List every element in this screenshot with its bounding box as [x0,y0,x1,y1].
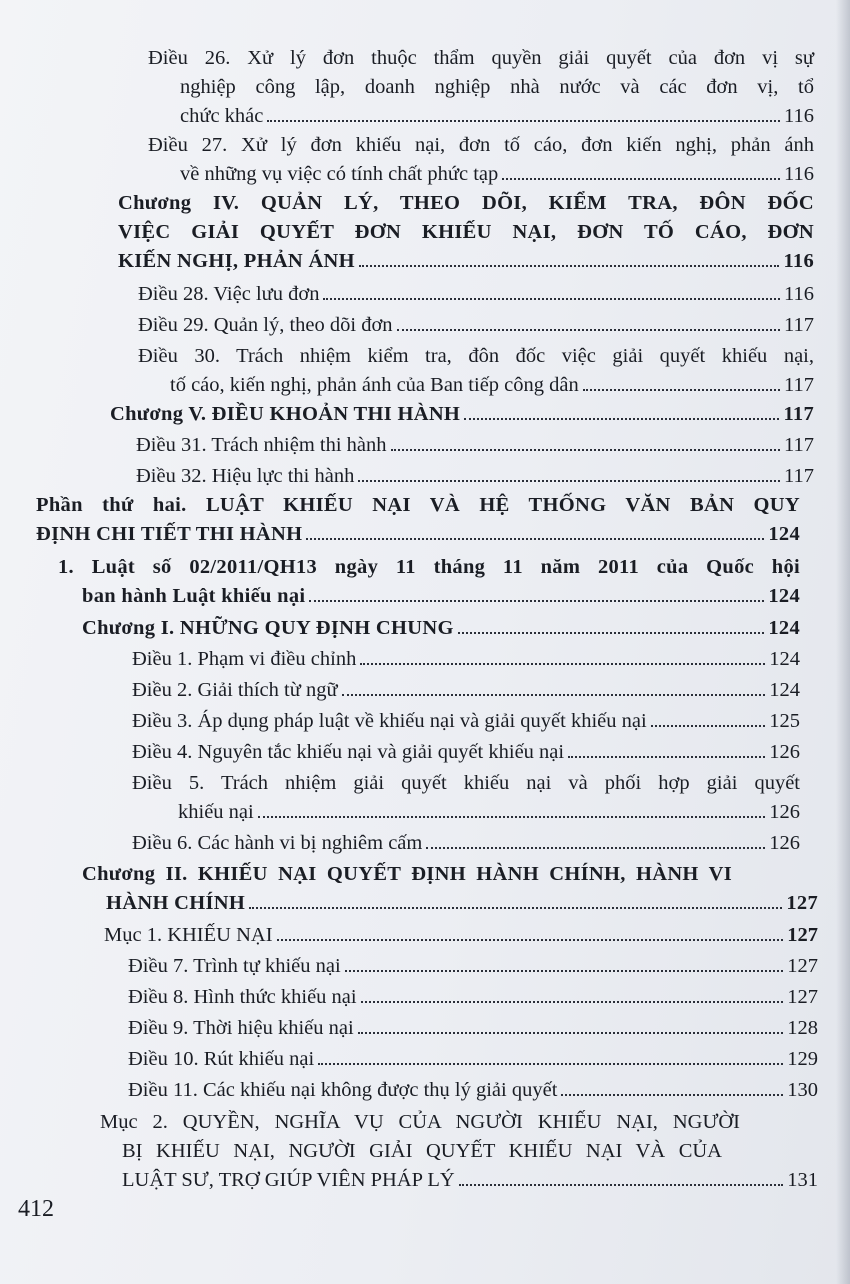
toc-page-number: 124 [768,617,800,639]
toc-entry-line: HÀNH CHÍNH [106,892,246,914]
dot-leader [361,1000,784,1003]
toc-entry-line: Điều 7. Trình tự khiếu nại [128,955,341,977]
toc-entry-line: chức khác [180,105,264,127]
dot-leader [345,969,784,972]
dot-leader [342,693,766,696]
toc-section-2 [100,1108,818,1195]
toc-entry-line: Điều 1. Phạm vi điều chỉnh [132,648,357,670]
toc-page-number: 117 [784,374,814,396]
toc-entry-dieu-2 [132,676,800,705]
toc-entry-line: Điều 6. Các hành vi bị nghiêm cấm [132,832,423,854]
toc-entry-line: Chương I. NHỮNG QUY ĐỊNH CHUNG [82,617,454,639]
toc-page-number: 125 [769,710,800,732]
dot-leader [249,906,782,909]
toc-entry-line: 1. Luật số 02/2011/QH13 ngày 11 tháng 11 năm 2011 của Quốc hội [58,556,800,578]
toc-entry-line: ĐỊNH CHI TIẾT THI HÀNH [36,523,303,545]
toc-entry-line: Điều 32. Hiệu lực thi hành [136,465,355,487]
toc-chapter-v [110,400,814,429]
dot-leader [323,297,780,300]
toc-page-number: 124 [769,679,800,701]
toc-page-number: 126 [769,832,800,854]
toc-entry-line: Điều 29. Quản lý, theo dõi đơn [138,314,393,336]
dot-leader [459,1183,784,1186]
toc-entry-dieu-8 [128,983,818,1012]
toc-page-number: 124 [768,585,800,607]
toc-page-number: 124 [769,648,800,670]
dot-leader [583,388,780,391]
dot-leader [458,631,765,634]
toc-entry-line: khiếu nại [178,801,254,823]
toc-entry-dieu-9 [128,1014,818,1043]
toc-page-number: 116 [784,283,814,305]
toc-chapter-i [82,614,800,643]
toc-entry-line: Điều 9. Thời hiệu khiếu nại [128,1017,354,1039]
toc-page-number: 117 [784,465,814,487]
dot-leader [568,755,765,758]
toc-entry-line: Mục 2. QUYỀN, NGHĨA VỤ CỦA NGƯỜI KHIẾU NẠI, NGƯỜI [100,1111,740,1133]
toc-entry-line: Mục 1. KHIẾU NẠI [104,924,273,946]
toc-entry-line: Điều 4. Nguyên tắc khiếu nại và giải quyết khiếu nại [132,741,565,763]
toc-page-number: 130 [787,1079,818,1101]
toc-page-number: 127 [787,986,818,1008]
dot-leader [426,846,765,849]
toc-section-1 [104,921,818,950]
toc-page-number: 128 [787,1017,818,1039]
dot-leader [258,815,766,818]
dot-leader [358,479,780,482]
toc-entry-dieu-1 [132,645,800,674]
dot-leader [306,537,764,540]
toc-entry-dieu-5 [132,769,800,827]
dot-leader [360,662,765,665]
toc-page-number: 126 [769,741,800,763]
page-number: 412 [18,1196,54,1222]
toc-entry-line: Điều 5. Trách nhiệm giải quyết khiếu nại và phối hợp giải quyết [132,772,800,794]
toc-entry-line: KIẾN NGHỊ, PHẢN ÁNH [118,250,355,272]
toc-entry-dieu-26 [148,44,814,131]
toc-entry-dieu-11 [128,1076,818,1105]
toc-entry-line: Điều 31. Trách nhiệm thi hành [136,434,387,456]
dot-leader [502,177,780,180]
toc-entry-line: Điều 11. Các khiếu nại không được thụ lý giải quyết [128,1079,558,1101]
toc-entry-line: Điều 27. Xử lý đơn khiếu nại, đơn tố cáo, đơn kiến nghị, phản ánh [148,134,814,156]
toc-entry-line: VIỆC GIẢI QUYẾT ĐƠN KHIẾU NẠI, ĐƠN TỐ CÁO, ĐƠN [118,221,814,243]
toc-page-number: 126 [769,801,800,823]
dot-leader [358,1031,784,1034]
toc-entry-line: Điều 28. Việc lưu đơn [138,283,320,305]
toc-page-number: 116 [784,163,814,185]
toc-entry-dieu-31 [136,431,814,460]
toc-entry-line: Điều 30. Trách nhiệm kiểm tra, đôn đốc việc giải quyết khiếu nại, [138,345,814,367]
toc-page-number: 129 [787,1048,818,1070]
toc-entry-line: BỊ KHIẾU NẠI, NGƯỜI GIẢI QUYẾT KHIẾU NẠI VÀ CỦA [122,1140,722,1162]
dot-leader [267,119,780,122]
toc-page-number: 131 [787,1169,818,1191]
toc-chapter-iv [118,189,814,276]
toc-entry-line: LUẬT SƯ, TRỢ GIÚP VIÊN PHÁP LÝ [122,1169,455,1191]
toc-entry-line: Điều 3. Áp dụng pháp luật về khiếu nại và giải quyết khiếu nại [132,710,647,732]
dot-leader [277,938,784,941]
toc-entry-dieu-32 [136,462,814,491]
toc-entry-line: Chương II. KHIẾU NẠI QUYẾT ĐỊNH HÀNH CHÍNH, HÀNH VI [82,863,732,885]
toc-entry-line: Điều 8. Hình thức khiếu nại [128,986,357,1008]
toc-entry-line: Chương IV. QUẢN LÝ, THEO DÕI, KIỂM TRA, ĐÔN ĐỐC [118,192,814,214]
toc-entry-dieu-3 [132,707,800,736]
toc-page-number: 117 [784,434,814,456]
toc-page-number: 117 [783,403,814,425]
toc-page-number: 124 [768,523,800,545]
dot-leader [309,599,764,602]
toc-entry-dieu-4 [132,738,800,767]
toc-entry-dieu-27 [148,131,814,189]
toc-page-number: 127 [787,955,818,977]
toc-law-02-2011 [58,553,800,611]
toc-entry-line: ban hành Luật khiếu nại [82,585,306,607]
toc-entry-line: nghiệp công lập, doanh nghiệp nhà nước và các đơn vị, tổ [180,76,814,98]
toc-entry-line: Điều 10. Rút khiếu nại [128,1048,315,1070]
toc-entry-line: Chương V. ĐIỀU KHOẢN THI HÀNH [110,403,461,425]
dot-leader [651,724,766,727]
dot-leader [318,1062,783,1065]
toc-entry-line: tố cáo, kiến nghị, phản ánh của Ban tiếp công dân [170,374,579,396]
toc-entry-line: Điều 2. Giải thích từ ngữ [132,679,338,701]
toc-entry-dieu-10 [128,1045,818,1074]
toc-page-number: 127 [787,924,818,946]
toc-entry-line: Điều 26. Xử lý đơn thuộc thẩm quyền giải quyết của đơn vị sự [148,47,814,69]
toc-entry-line: về những vụ việc có tính chất phức tạp [180,163,499,185]
toc-chapter-ii [82,860,818,918]
toc-entry-line: Phần thứ hai. LUẬT KHIẾU NẠI VÀ HỆ THỐNG VĂN BẢN QUY [36,494,800,516]
toc-page-number: 116 [783,250,814,272]
dot-leader [561,1093,783,1096]
toc-page-number: 117 [784,314,814,336]
dot-leader [359,264,780,267]
toc-entry-dieu-6 [132,829,800,858]
toc-entry-dieu-28 [138,280,814,309]
dot-leader [464,417,779,420]
toc-entry-dieu-7 [128,952,818,981]
toc-entry-dieu-29 [138,311,814,340]
toc-part-two [36,491,800,549]
toc-page-number: 116 [784,105,814,127]
dot-leader [391,448,780,451]
toc-entry-dieu-30 [138,342,814,400]
toc-page-number: 127 [786,892,818,914]
dot-leader [397,328,780,331]
